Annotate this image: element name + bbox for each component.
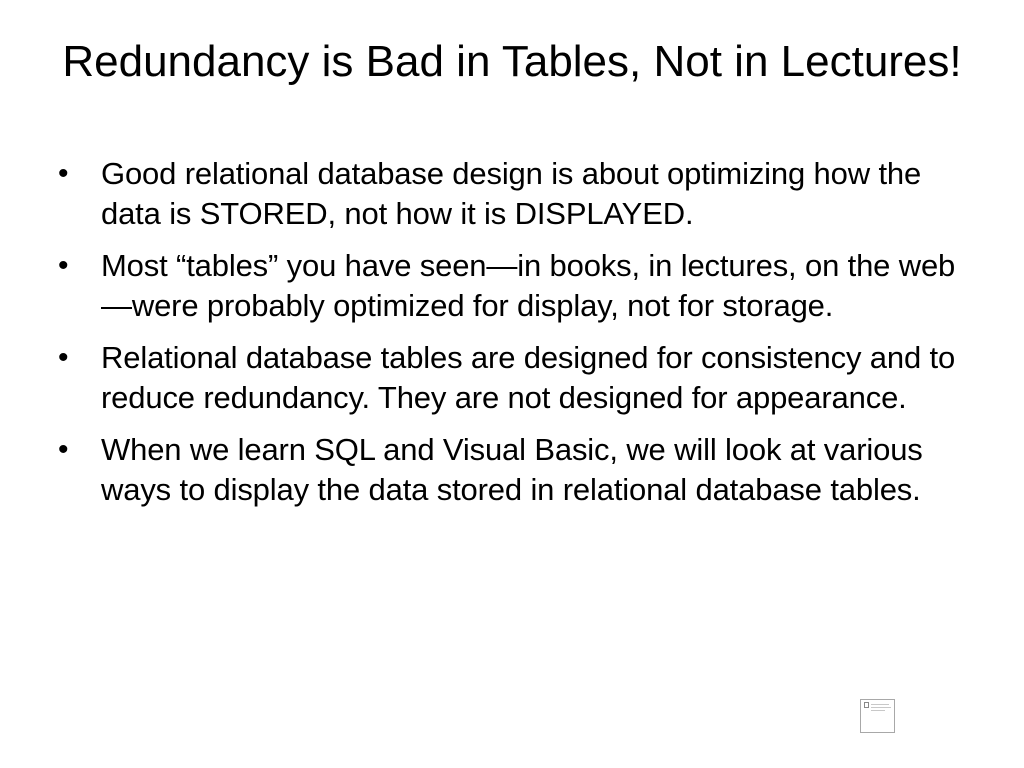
slide-title: Redundancy is Bad in Tables, Not in Lectures! — [62, 37, 962, 86]
bullet-item — [58, 154, 958, 234]
bullet-item — [58, 430, 958, 510]
image-placeholder-mark — [864, 702, 869, 708]
bullet-item — [58, 246, 958, 326]
bullet-dot-icon: • — [58, 433, 69, 466]
bullet-list — [58, 154, 958, 522]
broken-image-icon — [860, 699, 895, 733]
bullet-dot-icon: • — [58, 341, 69, 374]
bullet-dot-icon: • — [58, 157, 69, 190]
bullet-text: When we learn SQL and Visual Basic, we will look at various ways to display the data stored in relational database tables. — [101, 432, 923, 507]
bullet-item — [58, 338, 958, 418]
bullet-text: Most “tables” you have seen—in books, in lectures, on the web—were probably optimized for display, not for storage. — [101, 248, 956, 323]
bullet-dot-icon: • — [58, 249, 69, 282]
bullet-text: Good relational database design is about optimizing how the data is STORED, not how it is DISPLAYED. — [101, 156, 922, 231]
bullet-text: Relational database tables are designed for consistency and to reduce redundancy. They are not designed for appearance. — [101, 340, 956, 415]
